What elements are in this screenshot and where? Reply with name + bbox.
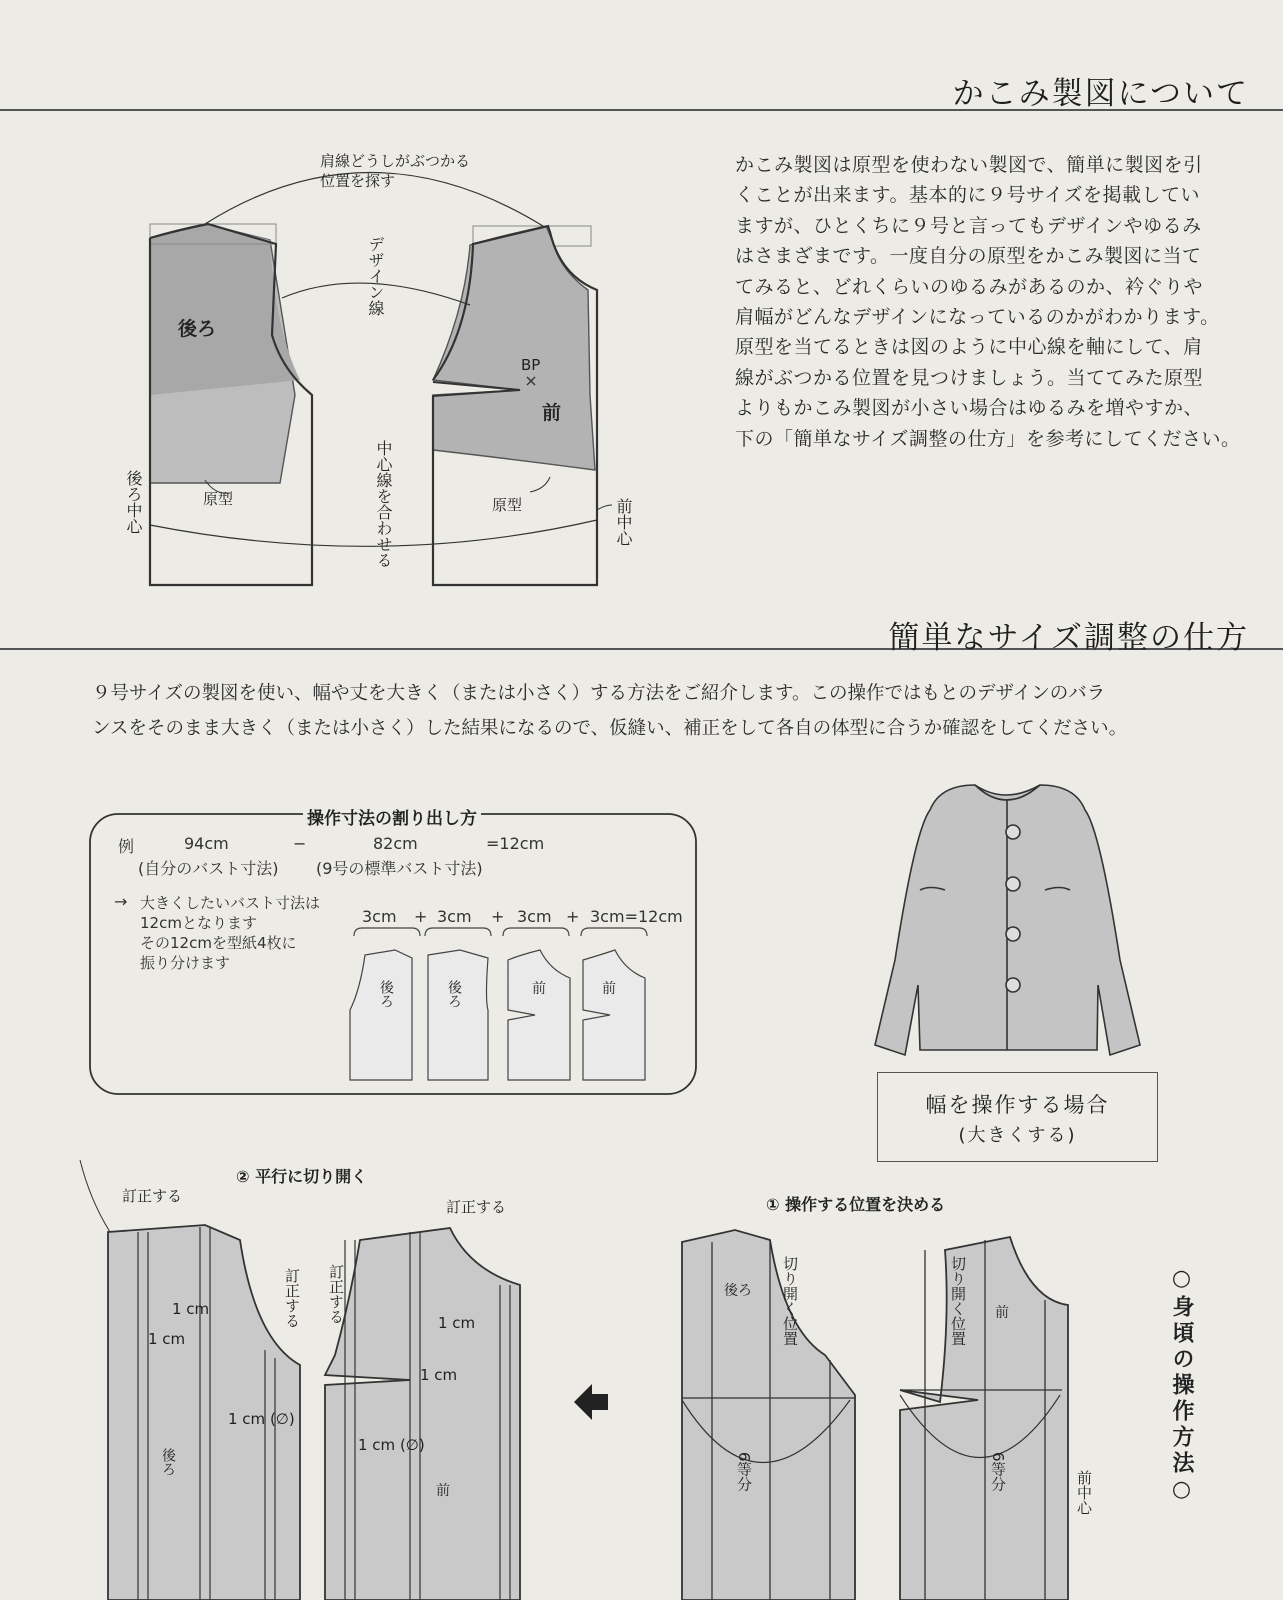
case-main-label: 幅を操作する場合	[925, 1093, 1110, 1117]
own-bust-value: 94cm	[184, 834, 229, 853]
case-sub-label: (大きくする)	[958, 1125, 1077, 1146]
step1-six-front: 6等分	[989, 1452, 1007, 1492]
back-block-shade-upper	[150, 224, 300, 395]
step1-cut-pos-front: 切り開く位置	[949, 1256, 967, 1346]
paragraph-line: てみると、どれくらいのゆるみがあるのか、衿ぐりや	[735, 275, 1204, 298]
arrow-icon: →	[114, 892, 128, 911]
front-label: 前	[542, 402, 562, 424]
paragraph-line: 線がぶつかる位置を見つけましょう。当ててみた原型	[735, 366, 1204, 389]
back-label: 後ろ	[178, 318, 217, 340]
split-plus-3: +	[566, 907, 580, 926]
split-2: 3cm	[437, 907, 472, 926]
calc-note	[140, 893, 320, 973]
paragraph-line: 下の「簡単なサイズ調整の仕方」を参考にしてください。	[735, 427, 1241, 450]
split-3: 3cm	[517, 907, 552, 926]
section-title-kakomi: かこみ製図について	[952, 76, 1249, 112]
step2-cm-2: 1 cm	[148, 1330, 186, 1348]
note-line: 大きくしたいバスト寸法は	[140, 894, 321, 912]
step2-cm-4: 1 cm	[438, 1314, 476, 1332]
width-case-box	[877, 1072, 1158, 1162]
note-line: 12cmとなります	[140, 914, 257, 932]
bp-label: BP	[521, 356, 541, 374]
paragraph-line: 肩幅がどんなデザインになっているのかがわかります。	[735, 306, 1220, 329]
side-title: ○身頃の操作方法○	[1169, 1266, 1194, 1506]
step2-cm-3: 1 cm (∅)	[228, 1410, 295, 1428]
back-center-label: 後ろ中心	[124, 470, 143, 534]
genkei-back-label: 原型	[203, 490, 234, 508]
step2-correct-1: 訂正する	[122, 1187, 183, 1205]
paragraph-line: かこみ製図は原型を使わない製図で、簡単に製図を引	[735, 154, 1203, 176]
own-bust-note: (自分のバスト寸法)	[138, 859, 279, 878]
paragraph-line: 原型を当てるときは図のように中心線を軸にして、肩	[735, 336, 1203, 359]
piece-label-front-1: 前	[532, 981, 546, 997]
paragraph-line: くことが出来ます。基本的に９号サイズを掲載してい	[735, 184, 1200, 207]
minus-sign: −	[293, 834, 307, 853]
piece-label-back-1: 後ろ	[378, 980, 394, 1008]
split-plus-2: +	[491, 907, 505, 926]
jacket-illustration	[875, 785, 1140, 1055]
note-line: 振り分けます	[140, 954, 231, 972]
piece-label-front-2: 前	[602, 981, 616, 997]
front-center-label: 前中心	[614, 498, 633, 546]
std-bust-note: (9号の標準バスト寸法)	[316, 859, 483, 878]
piece-label-back-2: 後ろ	[446, 980, 462, 1008]
center-align-label: 中心線を合わせる	[374, 440, 393, 568]
step1-title: ① 操作する位置を決める	[766, 1195, 946, 1214]
step2-cm-6: 1 cm (∅)	[358, 1436, 425, 1454]
split-4: 3cm=12cm	[590, 907, 683, 926]
split-1: 3cm	[362, 907, 397, 926]
note-line: その12cmを型紙4枚に	[140, 934, 297, 952]
paragraph-line: はさまざまです。一度自分の原型をかこみ製図に当て	[735, 245, 1202, 268]
step2-correct-2: 訂正する	[446, 1198, 507, 1216]
step2-cm-5: 1 cm	[420, 1366, 458, 1384]
split-plus-1: +	[414, 907, 428, 926]
step2-correct-3: 訂正する	[283, 1268, 301, 1328]
intro-line: ンスをそのまま大きく（または小さく）した結果になるので、仮縫い、補正をして各自の体型に合うか確認をしてください。	[92, 718, 1128, 739]
step1-front-label: 前	[995, 1305, 1009, 1321]
design-line-label: デザイン線	[366, 236, 385, 316]
intro-line: ９号サイズの製図を使い、幅や丈を大きく（または小さく）する方法をご紹介します。この操作ではもとのデザインのバラ	[92, 683, 1106, 704]
step2-back-label: 後ろ	[160, 1448, 176, 1476]
paragraph-line: ますが、ひとくちに９号と言ってもデザインやゆるみ	[735, 214, 1202, 237]
step1-front-center: 前中心	[1075, 1470, 1093, 1515]
step1-cut-pos-back: 切り開く位置	[781, 1256, 799, 1346]
big-arrow-icon	[574, 1384, 608, 1420]
shoulder-note-line2: 位置を探す	[320, 172, 396, 190]
step2-cm-1: 1 cm	[172, 1300, 210, 1318]
std-bust-value: 82cm	[373, 834, 418, 853]
step2-title: ② 平行に切り開く	[236, 1167, 368, 1186]
step2-front-label: 前	[436, 1483, 450, 1499]
step1-six-back: 6等分	[735, 1452, 753, 1492]
calc-box-title: 操作寸法の割り出し方	[303, 804, 481, 829]
front-block-shade	[433, 226, 595, 470]
step1-back-label: 後ろ	[724, 1283, 752, 1299]
paragraph-line: よりもかこみ製図が小さい場合はゆるみを増やすか、	[735, 397, 1204, 420]
front-genkei-leader	[530, 477, 550, 492]
step2-correct-4: 訂正する	[327, 1264, 345, 1324]
result-value: =12cm	[486, 834, 545, 853]
example-label: 例	[118, 837, 135, 856]
section-title-size-adjust: 簡単なサイズ調整の仕方	[888, 620, 1249, 656]
shoulder-note-line1: 肩線どうしがぶつかる	[320, 152, 471, 170]
genkei-front-label: 原型	[492, 496, 523, 514]
front-center-leader	[597, 505, 612, 510]
